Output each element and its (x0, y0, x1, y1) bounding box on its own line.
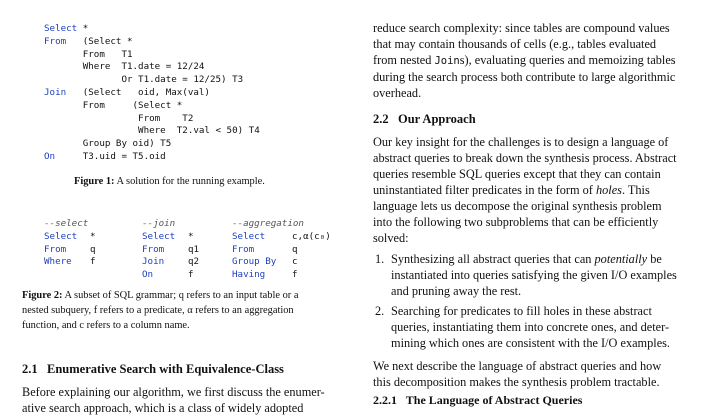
list-number: 2. (375, 304, 385, 318)
section-2-2-heading: 2.2 Our Approach (373, 112, 476, 126)
paragraph-line: from nested Joins), evaluating queries and memoizing tables (373, 53, 676, 67)
code-keyword: Join (44, 87, 67, 98)
grammar-keyword: From (232, 243, 255, 255)
code-text: (Select oid, Max(val) (66, 87, 210, 98)
paragraph-line: into the following two subproblems that can be efficiently (373, 215, 659, 229)
code-line (44, 74, 243, 86)
grammar-keyword: Select (142, 231, 176, 242)
paragraph-line: during the search process both contribute to large algorithmic (373, 70, 676, 84)
grammar-keyword: Select (44, 231, 78, 242)
code-line (44, 113, 193, 125)
list-number: 1. (375, 252, 385, 266)
grammar-value: c (292, 256, 298, 268)
paragraph-line: language lets us decompose the original synthesis problem (373, 199, 662, 213)
section-2-1-paragraph (22, 384, 344, 416)
figure1-label: Figure 1: (74, 176, 115, 187)
grammar-value: * (188, 231, 194, 242)
right-column (373, 0, 697, 416)
grammar-value: f (292, 268, 298, 280)
paragraph-line: solved: (373, 231, 409, 245)
code-text: From T2 (44, 112, 194, 124)
paragraph-line: that may contain thousands of cells (e.g., tables evaluated (373, 37, 657, 51)
grammar-keyword: From (142, 243, 165, 255)
paragraph-line: Our key insight for the challenges is to design a language of (373, 135, 669, 149)
paragraph-line: uninstantiated filter predicates in the form of holes. This (373, 183, 650, 197)
figure2-caption (22, 288, 352, 333)
figure2-label: Figure 2: (22, 290, 63, 301)
paragraph-line: We next describe the language of abstract queries and how (373, 359, 662, 373)
grammar-keyword: Select (232, 231, 266, 242)
paragraph-line: overhead. (373, 86, 422, 100)
code-text: (Select * (66, 35, 133, 47)
grammar-keyword: Group By (232, 256, 277, 268)
code-line (44, 125, 260, 137)
grammar-keyword: From (44, 243, 67, 255)
paragraph-line: reduce search complexity: since tables are compound values (373, 21, 670, 35)
section-2-2-1-heading: 2.2.1 The Language of Abstract Queries (373, 393, 583, 407)
code-text: Group By oid) T5 (44, 138, 172, 150)
code-keyword: On (44, 151, 56, 162)
code-line (44, 61, 204, 73)
code-keyword: Select (44, 23, 78, 34)
grammar-keyword: On (142, 268, 154, 280)
code-line (44, 49, 133, 61)
code-line (44, 100, 182, 112)
grammar-value: * (90, 231, 96, 242)
figure2-line-1: A subset of SQL grammar; q refers to an input table or a (62, 290, 299, 301)
grammar-header: --join (142, 218, 176, 229)
grammar-header: --aggregation (232, 218, 304, 229)
code-text: T3.uid = T5.oid (55, 151, 166, 162)
left-column (22, 0, 344, 416)
grammar-value: q (90, 243, 96, 255)
code-text: Or T1.date = 12/25) T3 (44, 74, 244, 86)
figure2-line-2: nested subquery, f refers to a predicate, α refers to an aggregation (22, 305, 294, 316)
overhead-paragraph (373, 20, 697, 101)
code-text: From (Select * (44, 99, 183, 111)
code-line (44, 151, 166, 163)
grammar-value: f (90, 256, 96, 268)
grammar-value: q1 (188, 243, 200, 255)
figure1-caption (74, 174, 344, 189)
subproblem-list (373, 251, 697, 355)
decomposition-paragraph (373, 358, 697, 390)
code-text: * (77, 23, 89, 34)
grammar-value: f (188, 268, 194, 280)
code-text: Where T1.date = 12/24 (44, 61, 205, 73)
code-keyword: From (44, 35, 67, 47)
grammar-header: --select (44, 218, 89, 229)
grammar-keyword: Having (232, 268, 266, 280)
section-2-1-heading: 2.1 Enumerative Search with Equivalence-Class (22, 362, 284, 376)
code-line (44, 36, 133, 48)
grammar-value: q (292, 243, 298, 255)
paragraph-line: ative search approach, which is a class of widely adopted (22, 401, 304, 415)
figure1-text: A solution for the running example. (114, 176, 265, 187)
grammar-keyword: Where (44, 256, 72, 268)
code-line (44, 87, 210, 99)
grammar-value: c,α(c₀) (292, 231, 331, 242)
grammar-value: q2 (188, 256, 200, 268)
code-line (44, 23, 88, 35)
list-item: 2. Searching for predicates to fill holes in these abstract queries, instantiating them into concrete ones, and deter- mining which ones are consistent with the I/O examples. (375, 304, 671, 350)
paragraph-line: Before explaining our algorithm, we first discuss the enumer- (22, 385, 325, 399)
paragraph-line: this decomposition makes the synthesis problem tractable. (373, 375, 660, 389)
code-text: Where T2.val < 50) T4 (44, 125, 260, 137)
code-line (44, 138, 171, 150)
approach-paragraph (373, 134, 697, 246)
paragraph-line: abstract queries to break down the synthesis process. Abstract (373, 151, 677, 165)
code-text: From T1 (44, 48, 133, 60)
paragraph-line: queries resemble SQL queries except that they can contain (373, 167, 661, 181)
list-item: 1. Synthesizing all abstract queries that can potentially be instantiated into queries satisfying the given I/O examples and pruning away the rest. (375, 252, 677, 298)
grammar-keyword: Join (142, 256, 165, 268)
figure2-line-3: function, and c refers to a column name. (22, 320, 190, 331)
